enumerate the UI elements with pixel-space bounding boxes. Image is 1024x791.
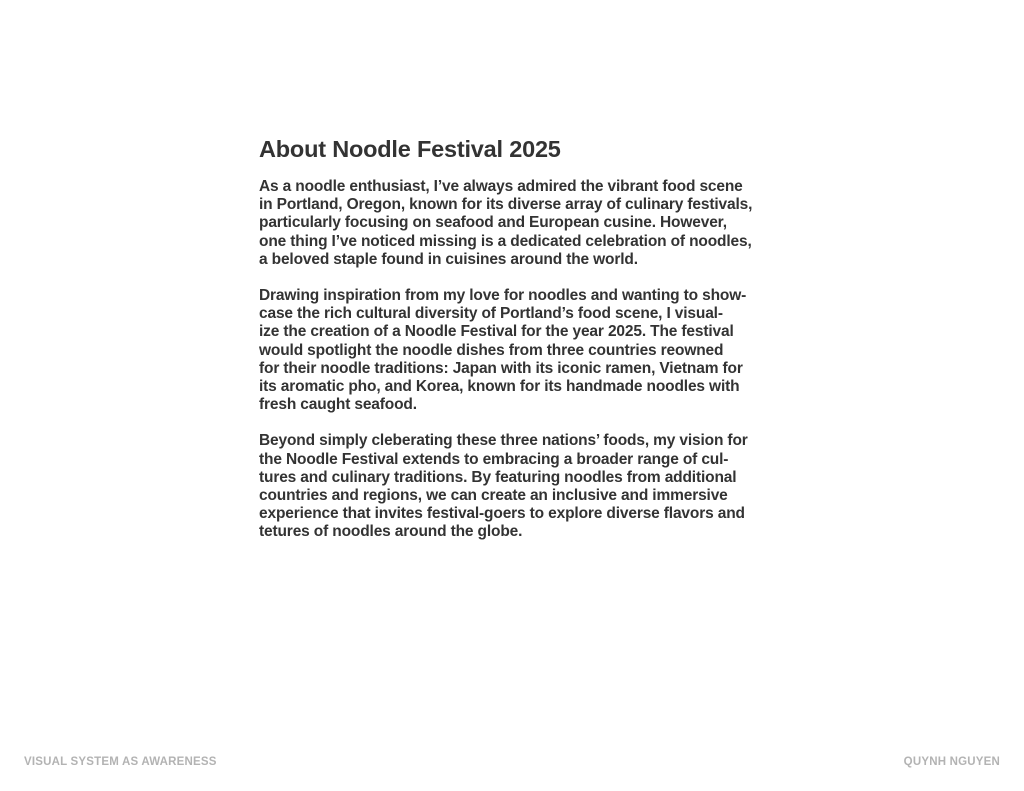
paragraph-line: one thing I’ve noticed missing is a dedicated celebration of noodles, (259, 232, 752, 250)
paragraph-line: countries and regions, we can create an inclusive and immersive (259, 487, 728, 505)
paragraph-3 (259, 432, 769, 541)
paragraph-line: Drawing inspiration from my love for noodles and wanting to show- (259, 287, 747, 305)
paragraph-line: experience that invites festival-goers to explore diverse flavors and (259, 505, 745, 523)
article (259, 134, 769, 560)
paragraph-line: case the rich cultural diversity of Portland’s food scene, I visual- (259, 305, 723, 323)
paragraph-line: Beyond simply cleberating these three nations’ foods, my vision for (259, 432, 748, 450)
footer-author-name: QUYNH NGUYEN (903, 756, 1000, 768)
paragraph-line: tetures of noodles around the globe. (259, 523, 523, 541)
paragraph-line: for their noodle traditions: Japan with its iconic ramen, Vietnam for (259, 359, 743, 377)
paragraph-line: fresh caught seafood. (259, 396, 417, 414)
page-title: About Noodle Festival 2025 (259, 136, 561, 162)
paragraph-line: As a noodle enthusiast, I’ve always admired the vibrant food scene (259, 178, 743, 195)
paragraph-line: would spotlight the noodle dishes from three countries reowned (259, 341, 724, 359)
paragraph-2 (259, 287, 769, 414)
footer-series-title: VISUAL SYSTEM AS AWARENESS (24, 756, 217, 768)
paragraph-line: the Noodle Festival extends to embracing a broader range of cul- (259, 450, 729, 468)
paragraph-line: ize the creation of a Noodle Festival for the year 2025. The festival (259, 323, 734, 341)
paragraph-line: in Portland, Oregon, known for its diverse array of culinary festivals, (259, 196, 753, 214)
paragraph-1 (259, 178, 769, 269)
paragraph-line: tures and culinary traditions. By featuring noodles from additional (259, 468, 737, 486)
paragraph-line: a beloved staple found in cuisines around the world. (259, 250, 638, 268)
paragraph-line: its aromatic pho, and Korea, known for its handmade noodles with (259, 378, 740, 396)
paragraph-line: particularly focusing on seafood and European cusine. However, (259, 214, 727, 232)
